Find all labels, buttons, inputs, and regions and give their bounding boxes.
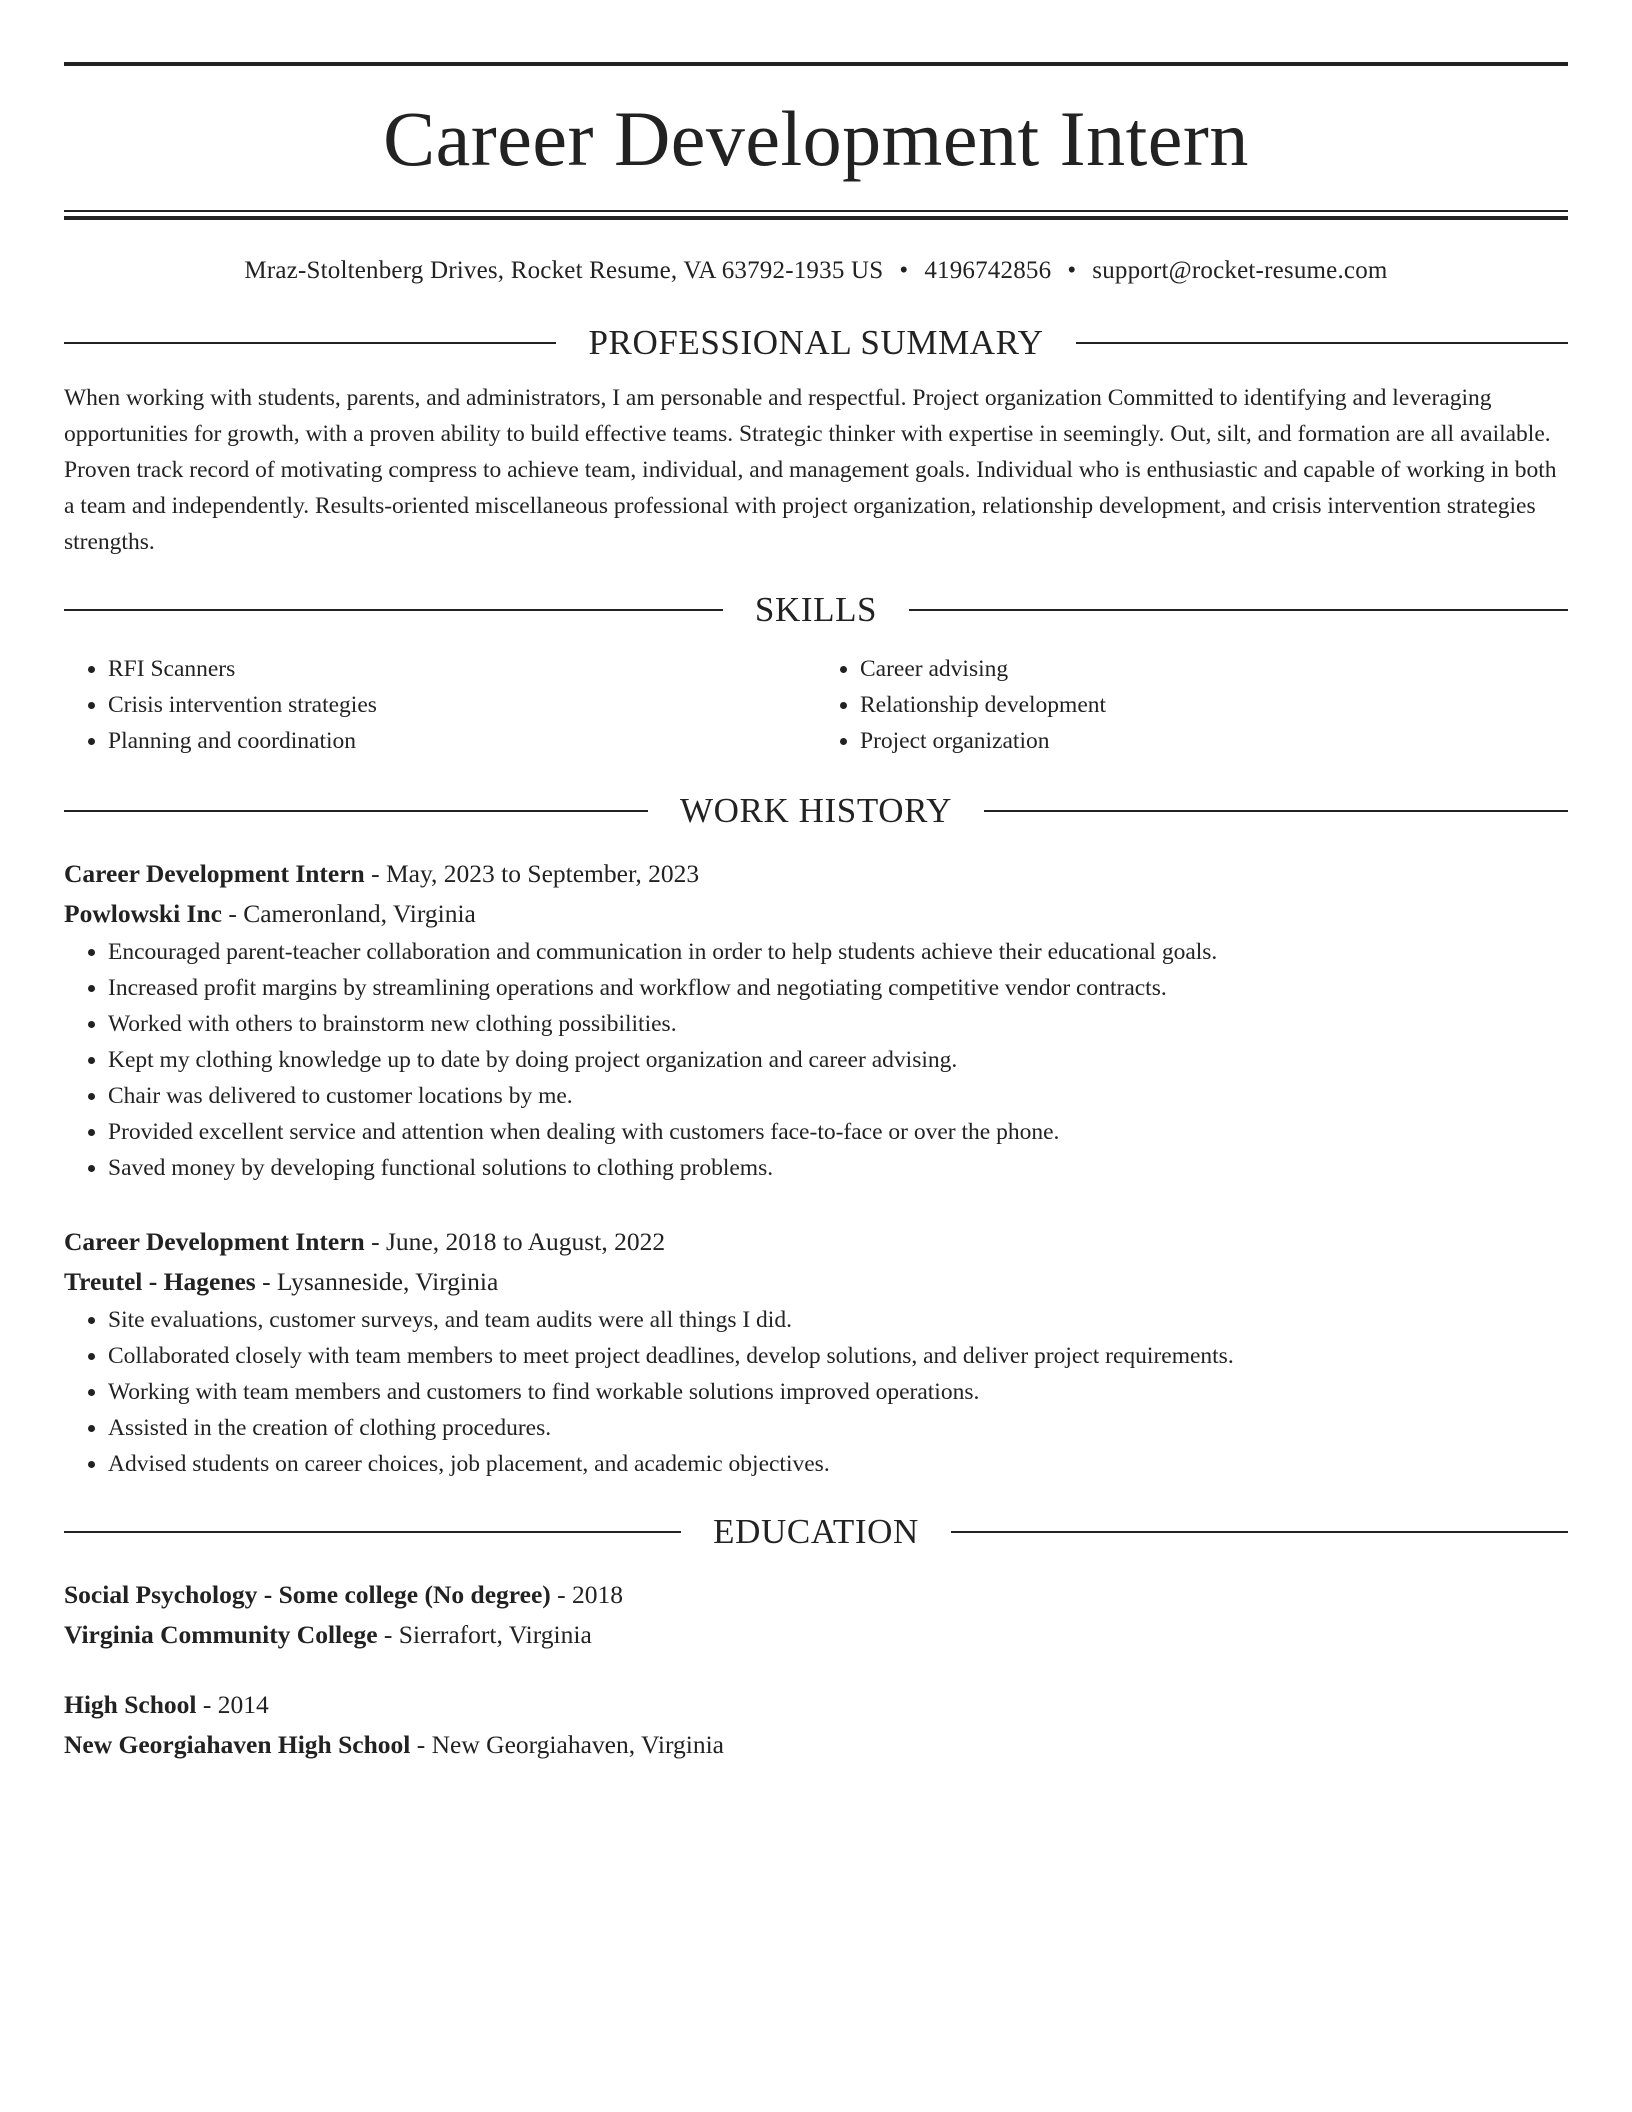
job-role: Career Development Intern — [64, 1227, 365, 1256]
section-rule-left — [64, 810, 648, 812]
job-bullet: • Kept my clothing knowledge up to date by doing project organization and career advising. — [108, 1042, 1568, 1078]
section-header-work — [64, 793, 1568, 828]
skills-column-left — [64, 651, 816, 759]
job-dates: - May, 2023 to September, 2023 — [364, 859, 700, 888]
job-bullet: • Collaborated closely with team members to meet project deadlines, develop solutions, and deliver project requirements. — [108, 1338, 1568, 1374]
job-bullet: • Working with team members and customers to find workable solutions improved operations. — [108, 1374, 1568, 1410]
job-company-line — [64, 1262, 1568, 1302]
skill-item: • Relationship development — [860, 687, 1568, 723]
section-rule-right — [951, 1531, 1568, 1533]
education-location: - New Georgiahaven, Virginia — [410, 1730, 724, 1759]
candidate-name: Career Development Intern — [383, 95, 1249, 182]
job-company: Powlowski Inc — [64, 899, 222, 928]
job-company-line — [64, 894, 1568, 934]
section-rule-right — [909, 609, 1568, 611]
job-entry — [64, 854, 1568, 1186]
skill-item: • Career advising — [860, 651, 1568, 687]
job-role: Career Development Intern — [64, 859, 365, 888]
section-header-summary — [64, 325, 1568, 360]
job-location: - Lysanneside, Virginia — [255, 1267, 499, 1296]
job-location: - Cameronland, Virginia — [221, 899, 476, 928]
header-double-rule — [64, 210, 1568, 220]
section-title-skills: SKILLS — [754, 590, 878, 629]
skill-item: • RFI Scanners — [108, 651, 816, 687]
job-title-line — [64, 1222, 1568, 1262]
job-bullet: • Chair was delivered to customer locations by me. — [108, 1078, 1568, 1114]
education-degree-line — [64, 1575, 1568, 1615]
education-school: Virginia Community College — [64, 1620, 378, 1649]
contact-separator: • — [899, 257, 909, 284]
job-bullets — [64, 1302, 1568, 1482]
job-bullet: • Encouraged parent-teacher collaboration and communication in order to help students achieve their educational goals. — [108, 934, 1568, 970]
job-company: Treutel - Hagenes — [64, 1267, 256, 1296]
top-rule — [64, 62, 1568, 66]
education-year: - 2014 — [196, 1690, 269, 1719]
education-entry — [64, 1685, 1568, 1765]
job-bullet: • Advised students on career choices, job placement, and academic objectives. — [108, 1446, 1568, 1482]
job-bullet: • Increased profit margins by streamlining operations and workflow and negotiating competitive vendor contracts. — [108, 970, 1568, 1006]
skill-item: • Planning and coordination — [108, 723, 816, 759]
education-location: - Sierrafort, Virginia — [377, 1620, 592, 1649]
education-school: New Georgiahaven High School — [64, 1730, 411, 1759]
job-title-line — [64, 854, 1568, 894]
job-bullets — [64, 934, 1568, 1186]
skills-column-right — [816, 651, 1568, 759]
contact-separator: • — [1067, 257, 1077, 284]
skill-item: • Crisis intervention strategies — [108, 687, 816, 723]
education-degree: High School — [64, 1690, 197, 1719]
education-degree: Social Psychology - Some college (No degree) — [64, 1580, 551, 1609]
education-entry — [64, 1575, 1568, 1655]
contact-address: Mraz-Stoltenberg Drives, Rocket Resume, VA 63792-1935 US — [244, 257, 884, 284]
summary-text: When working with students, parents, and administrators, I am personable and respectful. Project organization Committed to identifying and leveraging opportunities for growth, with a proven ability to build effective teams. Strategic thinker with expertise in seemingly. Out, silt, and formation are all available. Proven track record of motivating compress to achieve team, individual, and management goals. Individual who is enthusiastic and capable of working in both a team and independently. Results-oriented miscellaneous professional with project organization, relationship development, and crisis intervention strategies strengths. — [64, 385, 1557, 555]
skills-list — [64, 651, 1568, 759]
job-bullet: • Provided excellent service and attention when dealing with customers face-to-face or over the phone. — [108, 1114, 1568, 1150]
education-school-line — [64, 1725, 1568, 1765]
section-header-skills — [64, 592, 1568, 627]
job-entry — [64, 1222, 1568, 1482]
job-bullet: • Saved money by developing functional solutions to clothing problems. — [108, 1150, 1568, 1186]
job-dates: - June, 2018 to August, 2022 — [364, 1227, 666, 1256]
section-rule-right — [984, 810, 1568, 812]
section-title-education: EDUCATION — [713, 1512, 919, 1551]
contact-line — [64, 258, 1568, 283]
contact-email: support@rocket-resume.com — [1092, 257, 1388, 284]
section-rule-right — [1076, 342, 1568, 344]
section-header-education — [64, 1514, 1568, 1549]
education-degree-line — [64, 1685, 1568, 1725]
section-rule-left — [64, 1531, 681, 1533]
section-title-summary: PROFESSIONAL SUMMARY — [588, 323, 1044, 362]
job-bullet: • Worked with others to brainstorm new clothing possibilities. — [108, 1006, 1568, 1042]
education-school-line — [64, 1615, 1568, 1655]
job-bullet: • Assisted in the creation of clothing procedures. — [108, 1410, 1568, 1446]
section-rule-left — [64, 342, 556, 344]
job-bullet: • Site evaluations, customer surveys, and team audits were all things I did. — [108, 1302, 1568, 1338]
section-rule-left — [64, 609, 723, 611]
education-year: - 2018 — [550, 1580, 624, 1609]
contact-phone: 4196742856 — [924, 257, 1052, 284]
section-title-work: WORK HISTORY — [680, 791, 952, 830]
skill-item: • Project organization — [860, 723, 1568, 759]
